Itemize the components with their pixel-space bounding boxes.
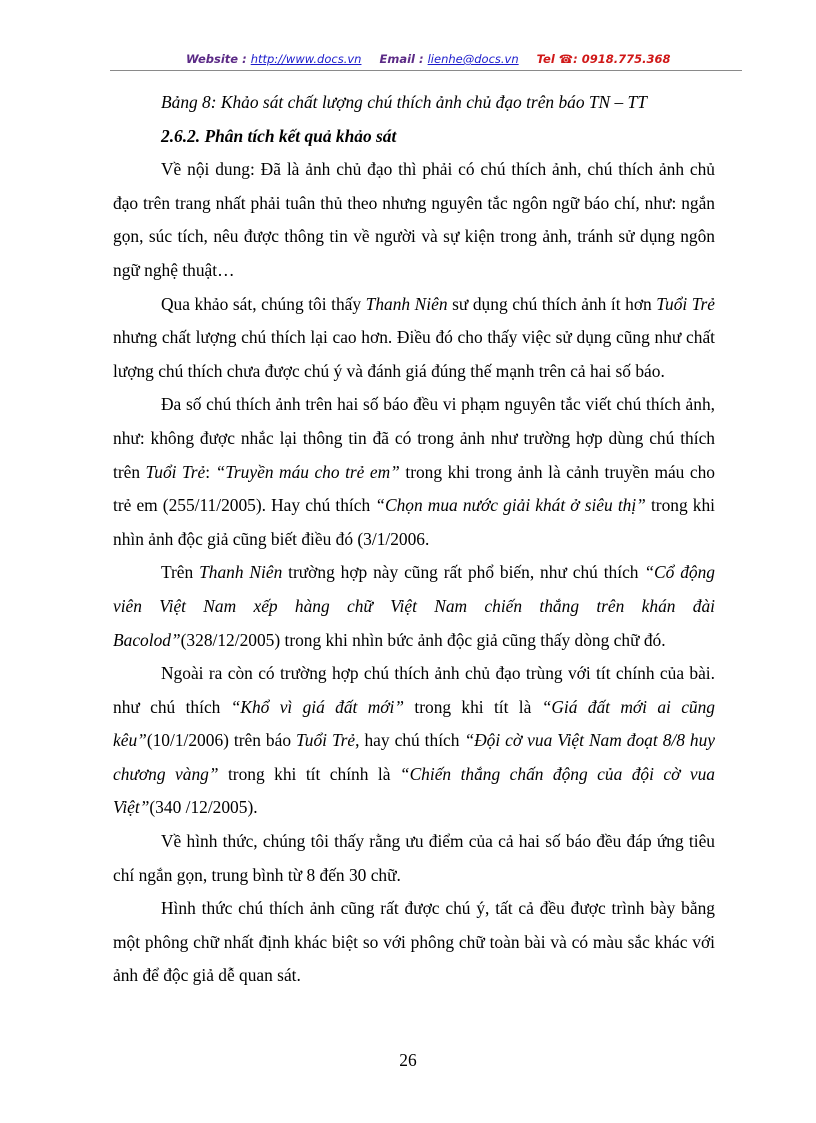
text-run: (340 /12/2005). <box>149 797 258 818</box>
text-run: Đa số chú thích ảnh trên hai số báo đều vi phạm nguyên tắc viết chú thích ảnh, như: không được nhắc lại thông tin đã có trong ảnh như trường hợp dùng chú thích trên <box>113 394 715 482</box>
text-run: trường hợp này cũng rất phổ biến, như chú thích <box>282 562 645 583</box>
paragraph-violations <box>113 388 715 556</box>
header-divider <box>110 70 742 71</box>
tel-number: 0918.775.368 <box>581 52 671 66</box>
tel-label: Tel ☎: <box>536 52 578 66</box>
text-run: (328/12/2005) trong khi nhìn bức ảnh độc giả cũng thấy dòng chữ đó. <box>180 629 666 650</box>
italic-run: Tuổi Trẻ <box>656 293 715 314</box>
text-run: nhưng chất lượng chú thích lại cao hơn. Điều đó cho thấy việc sử dụng cũng như chất lượng chú thích chưa được chú ý và đánh giá đúng thế mạnh trên cả hai số báo. <box>113 327 715 381</box>
italic-run: Thanh Niên <box>365 293 448 314</box>
text-run: , hay chú thích <box>355 730 465 751</box>
email-link[interactable]: lienhe@docs.vn <box>427 52 519 66</box>
page-number: 26 <box>399 1050 417 1070</box>
italic-run: “Giá đất mới ai cũng kêu” <box>113 696 715 751</box>
text-run: Trên <box>161 562 200 583</box>
page-header <box>186 52 686 66</box>
italic-run: “Chọn mua nước giải khát ở siêu thị” <box>375 495 646 516</box>
section-heading: 2.6.2. Phân tích kết quả khảo sát <box>161 125 397 146</box>
text-run: trong khi nhìn ảnh độc giả cũng biết điều đó (3/1/2006. <box>113 495 716 549</box>
email-label: Email : <box>379 52 424 66</box>
website-label: Website : <box>186 52 247 66</box>
paragraph-duplicate-titles <box>113 657 715 825</box>
text-run: trong khi trong ảnh là cảnh truyền máu cho trẻ em (255/11/2005). Hay chú thích <box>113 461 715 516</box>
website-link[interactable]: http://www.docs.vn <box>250 52 362 66</box>
text-run: Qua khảo sát, chúng tôi thấy <box>161 293 366 314</box>
paragraph-form: Về hình thức, chúng tôi thấy rằng ưu điểm của cả hai số báo đều đáp ứng tiêu chí ngắn gọn, trung bình từ 8 đến 30 chữ. <box>113 831 715 885</box>
italic-run: Tuổi Trẻ <box>145 461 206 482</box>
italic-run: “Khổ vì giá đất mới” <box>230 696 405 717</box>
text-run: (10/1/2006) trên báo <box>146 730 297 751</box>
italic-run: “Chiến thắng chấn động của đội cờ vua Việt” <box>113 763 715 818</box>
text-run: trong khi tít chính là <box>218 763 400 784</box>
italic-run: “Đội cờ vua Việt Nam đoạt 8/8 huy chương vàng” <box>113 730 716 784</box>
text-run: trong khi tít là <box>404 696 542 717</box>
italic-run: Thanh Niên <box>199 562 283 583</box>
paragraph-font: Hình thức chú thích ảnh cũng rất được chú ý, tất cả đều được trình bày bằng một phông chữ nhất định khác biệt so với phông chữ toàn bài và có màu sắc khác với ảnh để độc giả dễ quan sát. <box>113 898 715 986</box>
text-run: : <box>205 461 216 482</box>
paragraph-survey <box>113 288 715 389</box>
italic-run: Tuổi Trẻ <box>296 730 356 751</box>
italic-run: “Cổ động viên Việt Nam xếp hàng chữ Việt Nam chiến thắng trên khán đài Bacolod” <box>113 562 715 650</box>
document-body <box>113 86 715 993</box>
paragraph-thanh-nien <box>113 556 715 657</box>
table-caption: Bảng 8: Khảo sát chất lượng chú thích ảnh chủ đạo trên báo TN – TT <box>161 92 647 112</box>
text-run: Ngoài ra còn có trường hợp chú thích ảnh chủ đạo trùng với tít chính của bài. như chú thích <box>113 663 715 717</box>
text-run: sư dụng chú thích ảnh ít hơn <box>447 293 657 314</box>
paragraph-content: Về nội dung: Đã là ảnh chủ đạo thì phải có chú thích ảnh, chú thích ảnh chủ đạo trên trang nhất phải tuân thủ theo nhưng nguyên tắc ngôn ngữ báo chí, như: ngắn gọn, súc tích, nêu được thông tin về người và sự kiện trong ảnh, tránh sử dụng ngôn ngữ nghệ thuật… <box>113 159 715 280</box>
italic-run: “Truyền máu cho trẻ em” <box>215 461 400 482</box>
